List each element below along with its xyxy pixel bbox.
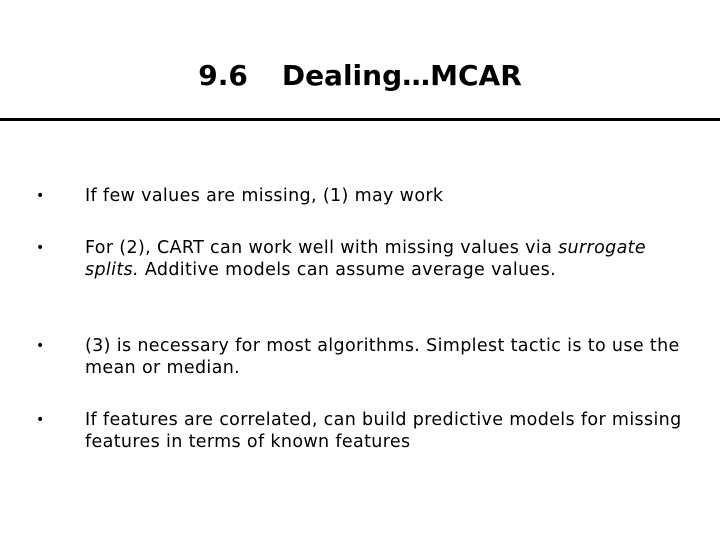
slide-title bbox=[0, 56, 720, 96]
bullet-text: (3) is necessary for most algorithms. Simplest tactic is to use the mean or median. bbox=[85, 336, 680, 378]
bullet-text: If features are correlated, can build predictive models for missing features in terms of known features bbox=[85, 410, 682, 452]
bullet-text-part: For (2), CART can work well with missing values via bbox=[85, 238, 553, 258]
bullet-dot: • bbox=[36, 188, 45, 204]
bullet-text-part: Additive models can assume average values. bbox=[144, 260, 557, 280]
bullet-dot: • bbox=[36, 412, 45, 428]
title-text: Dealing…MCAR bbox=[281, 59, 522, 92]
bullet-dot: • bbox=[36, 338, 45, 354]
title-underline bbox=[0, 118, 720, 121]
bullet-text-italic: surrogate splits. bbox=[85, 238, 647, 280]
section-number: 9.6 bbox=[198, 59, 248, 92]
bullet-dot: • bbox=[36, 240, 45, 256]
bullet-text: If few values are missing, (1) may work bbox=[85, 186, 444, 206]
bullet-text bbox=[85, 237, 685, 281]
